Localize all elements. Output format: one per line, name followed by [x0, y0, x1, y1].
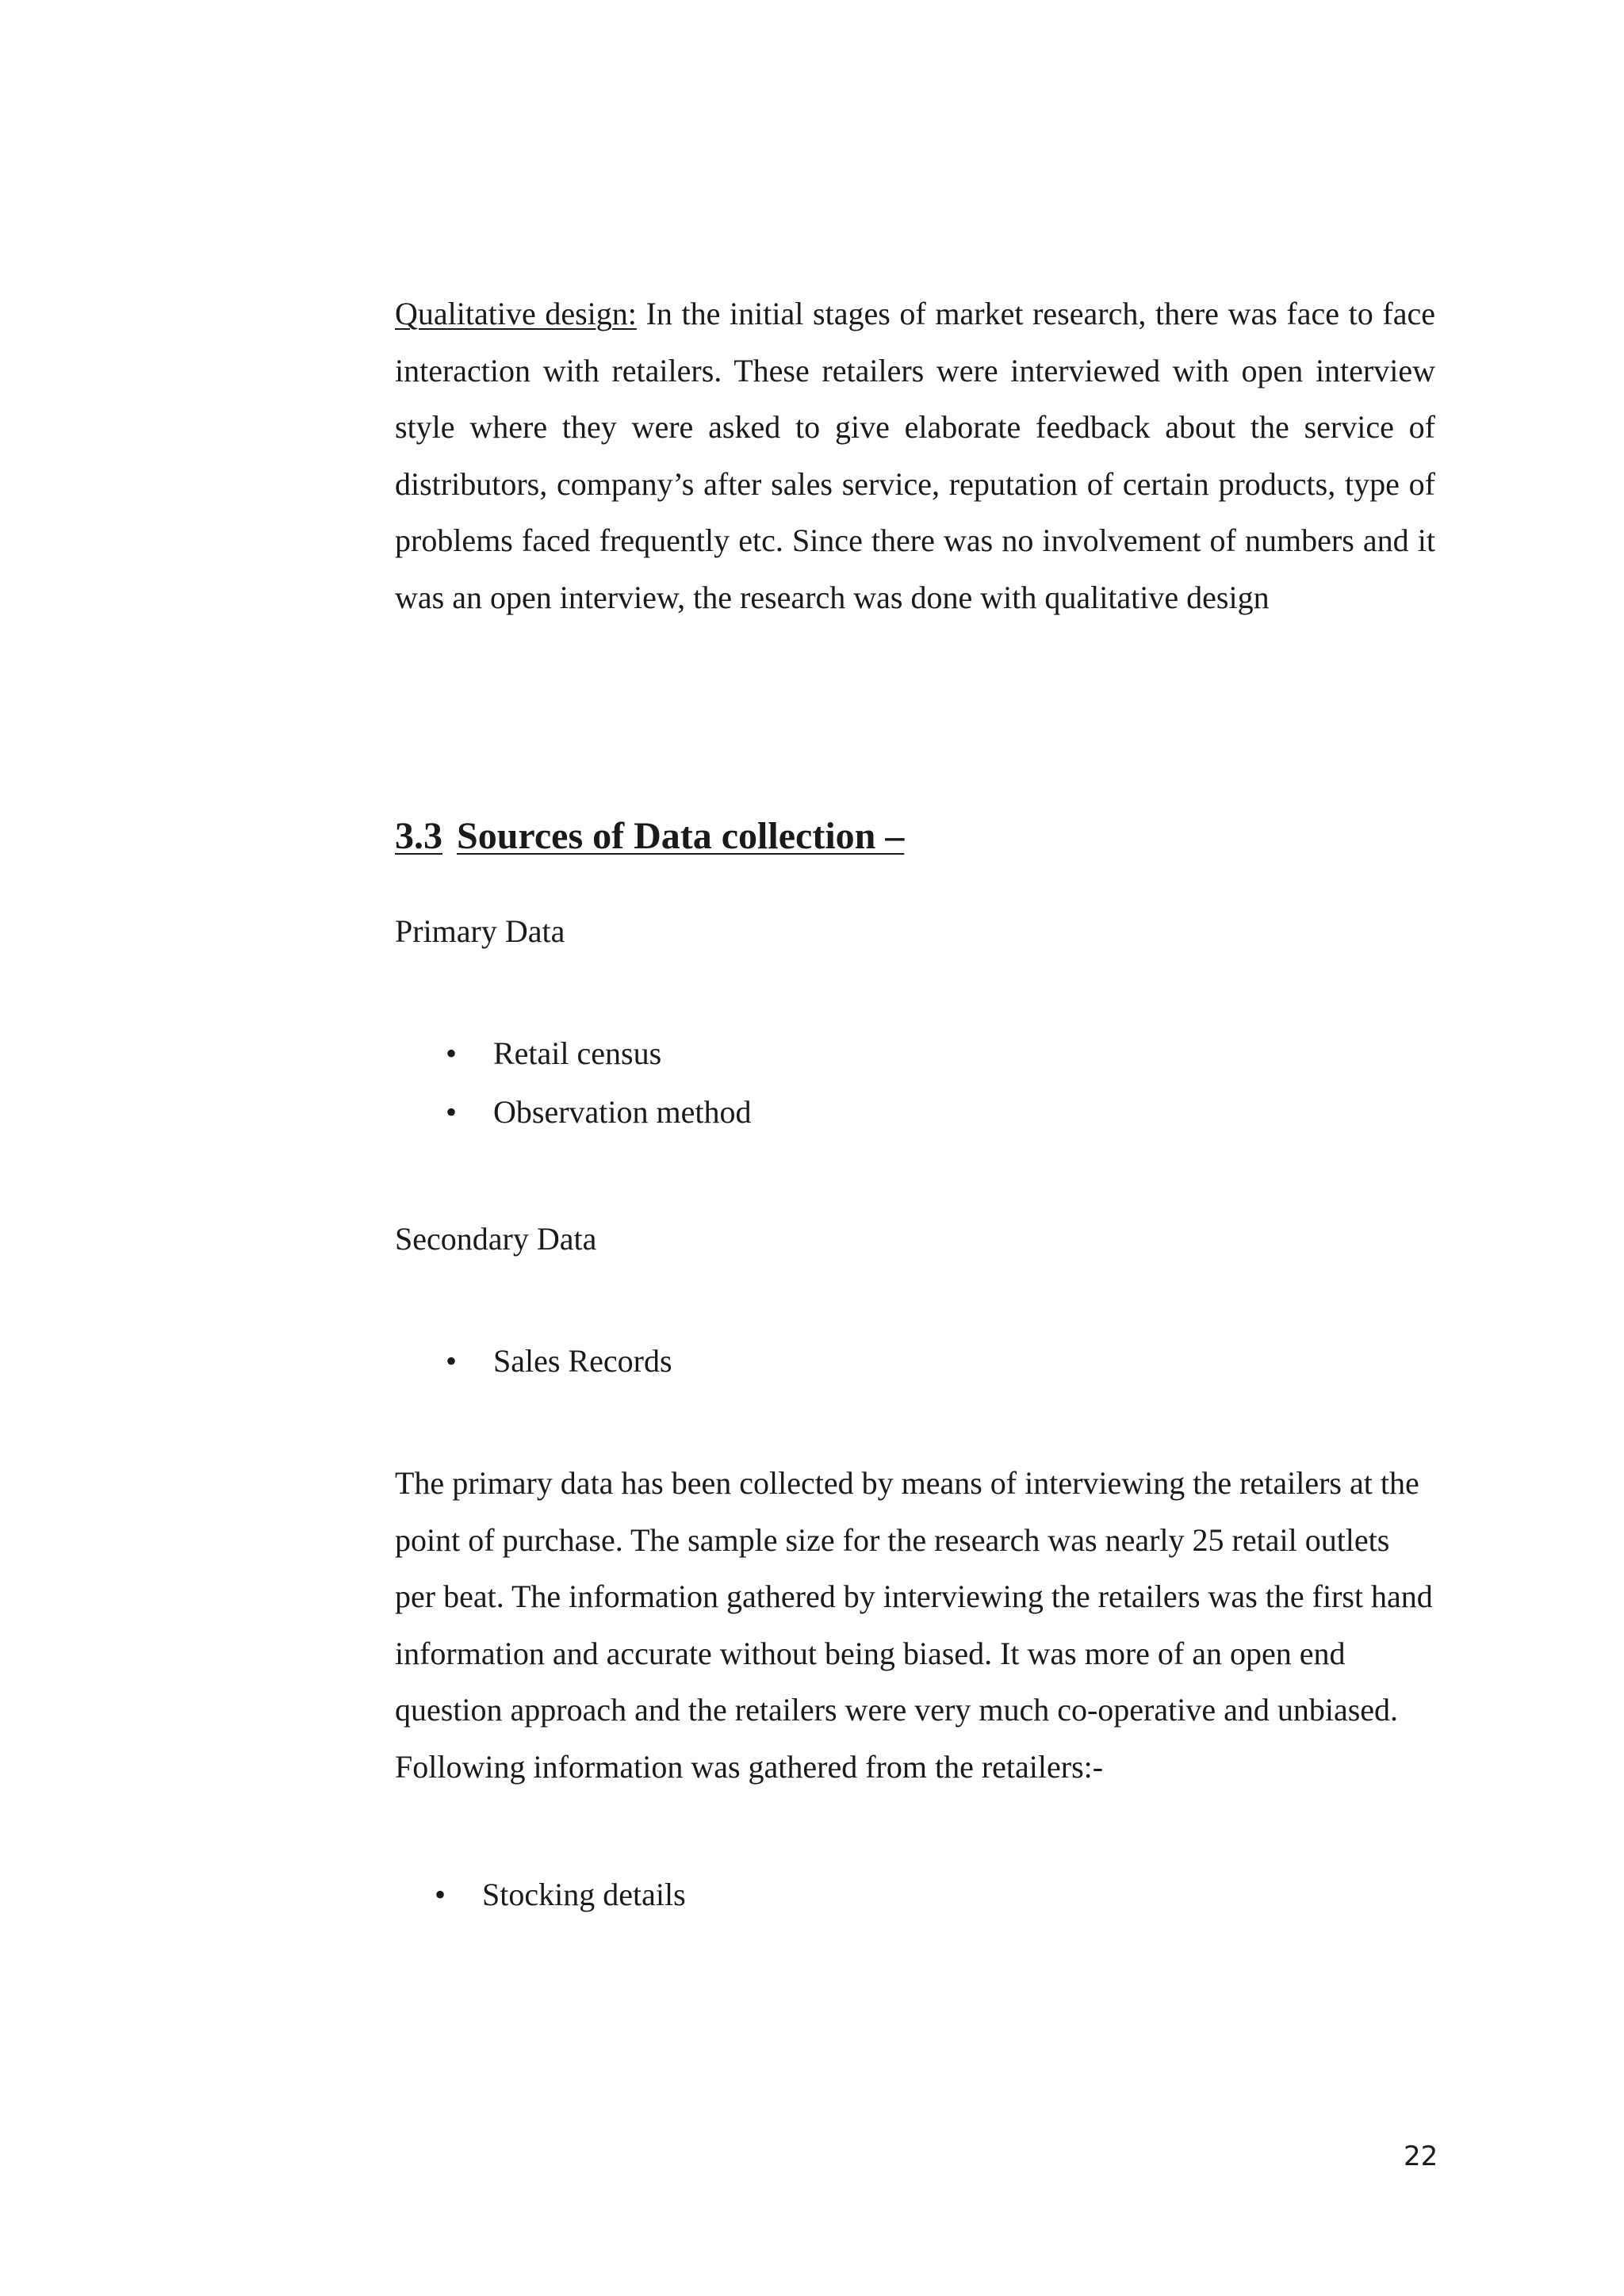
section-heading	[395, 813, 904, 860]
primary-data-list	[395, 1024, 752, 1142]
list-item: • Observation method	[395, 1083, 752, 1142]
list-item: • Stocking details	[395, 1866, 686, 1924]
secondary-data-list	[395, 1332, 672, 1391]
gathered-info-list	[395, 1866, 686, 1924]
section-title: Sources of Data collection –	[457, 815, 905, 857]
bullet-icon: •	[446, 1094, 458, 1130]
page-content	[395, 285, 1435, 1912]
bullet-icon: •	[446, 1343, 458, 1379]
bullet-icon: •	[435, 1877, 446, 1912]
qualitative-design-body: In the initial stages of market research, there was face to face interaction with retailers. These retailers were interviewed with open interview style where they were asked to give elaborate feedback about the service of distributors, company’s after sales service, reputation of certain products, type of problems faced frequently etc. Since there was no involvement of numbers and it was an open interview, the research was done with qualitative design	[395, 296, 1435, 615]
page-number: 22	[1404, 2141, 1438, 2172]
qualitative-design-label: Qualitative design:	[395, 296, 637, 331]
primary-data-label: Primary Data	[395, 913, 565, 949]
section-number: 3.3	[395, 815, 442, 857]
list-item: • Sales Records	[395, 1332, 672, 1391]
list-item: • Retail census	[395, 1024, 752, 1083]
qualitative-design-paragraph	[395, 285, 1435, 626]
secondary-data-label: Secondary Data	[395, 1221, 597, 1257]
collection-paragraph: The primary data has been collected by means of interviewing the retailers at the point of purchase. The sample size for the research was nearly 25 retail outlets per beat. The information gathered by interviewing the retailers was the first hand information and accurate without being biased. It was more of an open end question approach and the retailers were very much co-operative and unbiased. Following information was gathered from the retailers:-	[395, 1465, 1433, 1785]
bullet-icon: •	[446, 1035, 458, 1071]
